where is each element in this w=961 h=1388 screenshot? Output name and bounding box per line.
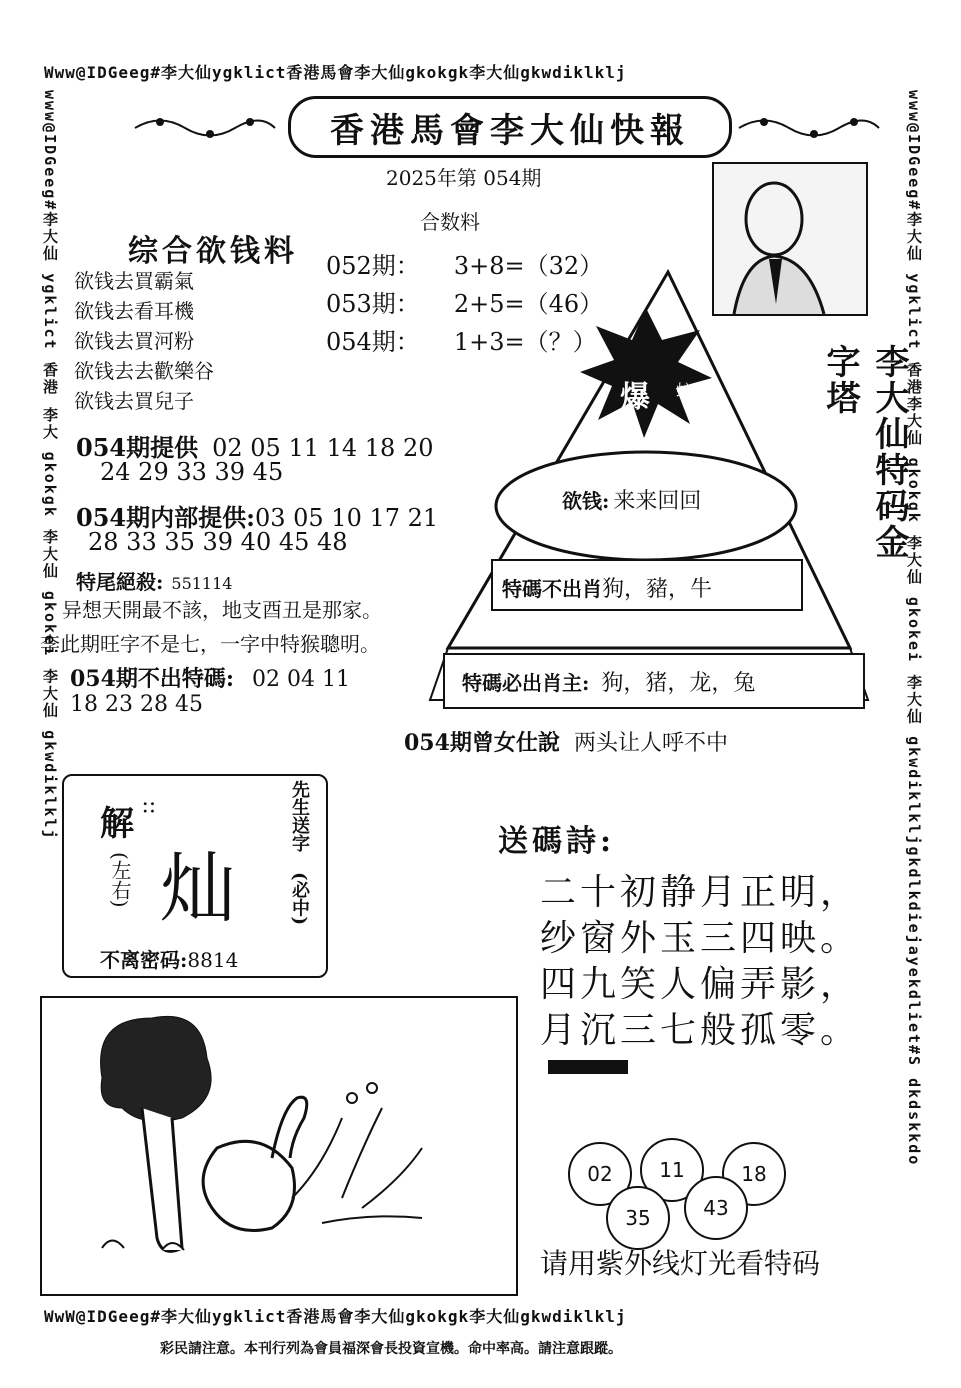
left-flourish-ornament <box>130 108 280 148</box>
tree-goose-cartoon-icon <box>42 998 516 1294</box>
jie-character: 灿 <box>160 844 236 933</box>
list-item: 欲钱去去歡樂谷 <box>74 359 214 383</box>
ring-number: 02 <box>568 1142 632 1206</box>
poem-line: 纱窗外玉三四映。 <box>540 918 861 959</box>
riddle-line1: 异想天開最不該，地支酉丑是那家。 <box>62 598 382 622</box>
right-side-text: www@IDGeeg#李大仙 ygklict 香港李大仙 gkokgk 李大仙 gkokei 李大仙 gkwdiklkljgkdlkdiejayekdliet#S dkdskkdo <box>905 90 923 1167</box>
zonghe-title: 综合欲钱料 <box>128 234 298 269</box>
ring-number: 43 <box>684 1176 748 1240</box>
ring-number: 18 <box>722 1142 786 1206</box>
internal-line1: 054期内部提供:03 05 10 17 21 <box>76 503 439 532</box>
pyramid-side-label: 李大仙特码金字塔 <box>820 344 909 560</box>
list-item: 欲钱去買河粉 <box>74 329 194 353</box>
notice-text: 彩民請注意。本刊行列為會員福深會長投資宣機。命中率高。請注意跟蹤。 <box>160 1341 622 1357</box>
riddle-line2: 李此期旺字不是七，一字中特猴聰明。 <box>40 632 380 656</box>
list-item: 欲钱去買兒子 <box>74 389 194 413</box>
yuqian-line: 欲钱: 来来回回 <box>562 489 702 514</box>
small-stamp <box>548 1060 628 1074</box>
poem-line: 二十初静月正明， <box>540 872 861 913</box>
burst-main-text: 爆 <box>620 380 650 415</box>
heshu-title: 合数料 <box>420 210 480 234</box>
jie-label: 解 <box>100 804 134 844</box>
jie-code: 不离密码:8814 <box>100 948 239 972</box>
page-title: 香港馬會李大仙快報 <box>288 96 732 158</box>
heshu-row: 054期： 1+3=（？） <box>326 328 597 356</box>
left-side-text: www@IDGeeg#李大仙 ygklict 香港 李大 gkokgk 李大仙 gkokei 李大仙 gkwdiklklj <box>41 90 59 841</box>
not-out-line: 特碼不出肖狗，豬，牛 <box>502 577 713 602</box>
ring-caption: 请用紫外线灯光看特码 <box>540 1247 821 1280</box>
issue-number: 2025年第 054期 <box>386 166 542 190</box>
ring-number: 11 <box>640 1138 704 1202</box>
zeng-line: 054期曾女仕說 两头让人呼不中 <box>404 730 728 756</box>
heshu-row: 052期： 3+8=（32） <box>326 252 604 280</box>
poem-line: 月沉三七般孤零。 <box>540 1010 861 1051</box>
ring-number: 35 <box>606 1186 670 1250</box>
list-item: 欲钱去買霸氣 <box>74 269 194 293</box>
poem-title: 送碼詩: <box>498 824 616 859</box>
jie-dots: :: <box>138 800 163 815</box>
poem-line: 四九笑人偏弄影， <box>540 964 861 1005</box>
internal-line2: 28 33 35 39 40 45 48 <box>88 528 348 556</box>
zonghe-list <box>74 266 214 416</box>
bottom-banner: WwW@IDGeeg#李大仙ygklict香港馬會李大仙gkokgk李大仙gkwdiklklj <box>44 1307 627 1326</box>
right-flourish-ornament <box>734 108 884 148</box>
no-special-line1: 054期不出特碼: 02 04 11 <box>70 666 351 692</box>
provide-line1: 054期提供 02 05 11 14 18 20 <box>76 433 434 462</box>
top-banner: Www@IDGeeg#李大仙ygklict香港馬會李大仙gkokgk李大仙gkwdiklklj <box>44 63 627 82</box>
heshu-row: 053期： 2+5=（46） <box>326 290 604 318</box>
cartoon-illustration <box>40 996 518 1296</box>
list-item: 欲钱去看耳機 <box>74 299 194 323</box>
no-special-line2: 18 23 28 45 <box>70 692 203 717</box>
provide-line2: 24 29 33 39 45 <box>100 458 284 486</box>
tail-kill: 特尾絕殺: 551114 <box>76 570 233 594</box>
must-out-line: 特碼必出肖主: 狗，猪，龙，兔 <box>462 671 756 696</box>
jie-side-text: 先生送字 <box>289 780 310 852</box>
jie-side-text2: (必中) <box>289 872 310 926</box>
burst-sub-text: 蛇 <box>676 381 693 400</box>
jie-hint: (左右) <box>108 852 132 908</box>
